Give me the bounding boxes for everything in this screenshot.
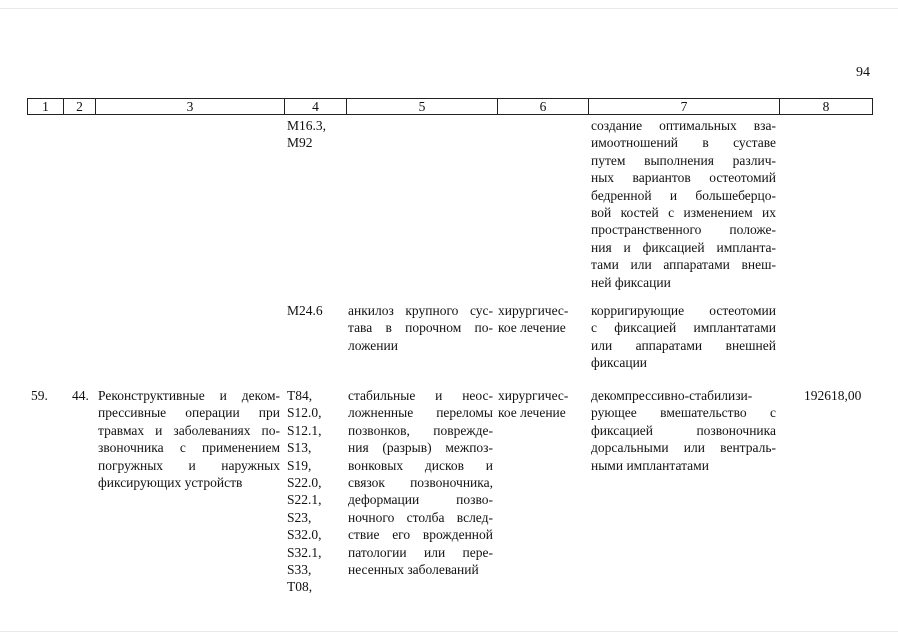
- diagnosis-line: патологии или пере-: [348, 544, 493, 560]
- method-line: имоотношений в суставе: [591, 135, 776, 151]
- block3-price: 192618,00: [804, 388, 862, 403]
- method-line: создание оптимальных вза-: [591, 118, 776, 133]
- code-line: S32.1,: [287, 544, 322, 560]
- diagnosis-line: ния (разрыв) межпоз-: [348, 440, 493, 456]
- scan-edge-bottom: [0, 631, 898, 632]
- treatment-line: хирургичес-: [498, 388, 569, 403]
- table-header-row: [27, 98, 873, 115]
- profile-line: прессивные операции при: [98, 405, 280, 421]
- diagnosis-line: ствие его врожденной: [348, 527, 493, 543]
- block3-codes: [287, 387, 322, 596]
- method-line: ней фиксации: [591, 274, 671, 290]
- method-line: или аппаратами внешней: [591, 337, 776, 353]
- block3-diagnosis: [348, 387, 493, 578]
- group-number: 44.: [72, 388, 89, 403]
- diagnosis-line: ложении: [348, 337, 398, 353]
- block2-diagnosis: [348, 302, 493, 354]
- block1-method: [591, 117, 776, 291]
- header-col-6: 6: [498, 99, 589, 114]
- code-line: S12.0,: [287, 405, 322, 421]
- header-col-1: 1: [28, 99, 64, 114]
- block2-method: [591, 302, 776, 372]
- block3-care-profile: [98, 387, 280, 491]
- header-col-5: 5: [347, 99, 498, 114]
- method-line: декомпрессивно-стабилизи-: [591, 388, 753, 403]
- treatment-line: кое лечение: [498, 405, 566, 421]
- profile-line: звоночника с применением: [98, 440, 280, 456]
- profile-line: погружных и наружных: [98, 457, 280, 473]
- header-col-7: 7: [589, 99, 780, 114]
- code-line: S32.0,: [287, 527, 322, 543]
- diagnosis-line: тава в порочном по-: [348, 320, 493, 336]
- header-col-3: 3: [96, 99, 285, 114]
- code-line: M92: [287, 135, 313, 151]
- diagnosis-line: деформации позво-: [348, 492, 493, 508]
- page-number: 94: [856, 65, 870, 80]
- row-number: 59.: [31, 388, 48, 403]
- profile-line: фиксирующих устройств: [98, 474, 243, 490]
- scan-edge-top: [0, 8, 898, 9]
- code-line: M16.3,: [287, 118, 327, 133]
- block2-treatment: [498, 302, 568, 337]
- method-line: бедренной и большеберцо-: [591, 187, 776, 203]
- block3-treatment: [498, 387, 568, 422]
- treatment-line: хирургичес-: [498, 303, 569, 318]
- method-line: вой костей с изменением их: [591, 204, 776, 220]
- diagnosis-line: несенных заболеваний: [348, 561, 479, 577]
- diagnosis-line: анкилоз крупного сус-: [348, 303, 493, 318]
- diagnosis-line: ночного столба вслед-: [348, 509, 493, 525]
- code-line: S23,: [287, 509, 312, 525]
- code-line: S22.1,: [287, 492, 322, 508]
- method-line: путем выполнения различ-: [591, 152, 776, 168]
- method-line: ния и фиксацией импланта-: [591, 239, 776, 255]
- code-line: T08,: [287, 579, 313, 595]
- profile-line: Реконструктивные и деком-: [98, 388, 280, 403]
- code-line: S33,: [287, 562, 312, 578]
- diagnosis-line: позвонков, поврежде-: [348, 422, 493, 438]
- header-col-4: 4: [285, 99, 347, 114]
- method-line: пространственного положе-: [591, 222, 776, 238]
- header-col-8: 8: [822, 99, 830, 114]
- method-line: ными имплантатами: [591, 457, 709, 473]
- method-line: фиксации: [591, 355, 648, 371]
- diagnosis-line: стабильные и неос-: [348, 388, 493, 403]
- profile-line: травмах и заболеваниях по-: [98, 422, 280, 438]
- block2-codes: [287, 302, 323, 319]
- block1-codes: [287, 117, 326, 152]
- diagnosis-line: вонковых дисков и: [348, 457, 493, 473]
- diagnosis-line: связок позвоночника,: [348, 474, 493, 490]
- code-line: T84,: [287, 388, 313, 403]
- code-line: S13,: [287, 440, 312, 456]
- method-line: ных вариантов остеотомий: [591, 170, 776, 186]
- method-line: рующее вмешательство с: [591, 405, 776, 421]
- treatment-line: кое лечение: [498, 320, 566, 336]
- method-line: с фиксацией имплантатами: [591, 320, 776, 336]
- code-line: S22.0,: [287, 475, 322, 491]
- header-col-2: 2: [64, 99, 96, 114]
- method-line: корригирующие остеотомии: [591, 303, 776, 318]
- method-line: дорсальными или вентраль-: [591, 440, 776, 456]
- method-line: тами или аппаратами внеш-: [591, 257, 776, 273]
- method-line: фиксацией позвоночника: [591, 422, 776, 438]
- diagnosis-line: ложненные переломы: [348, 405, 493, 421]
- code-line: S19,: [287, 457, 312, 473]
- code-line: M24.6: [287, 303, 323, 318]
- code-line: S12.1,: [287, 422, 322, 438]
- block3-method: [591, 387, 776, 474]
